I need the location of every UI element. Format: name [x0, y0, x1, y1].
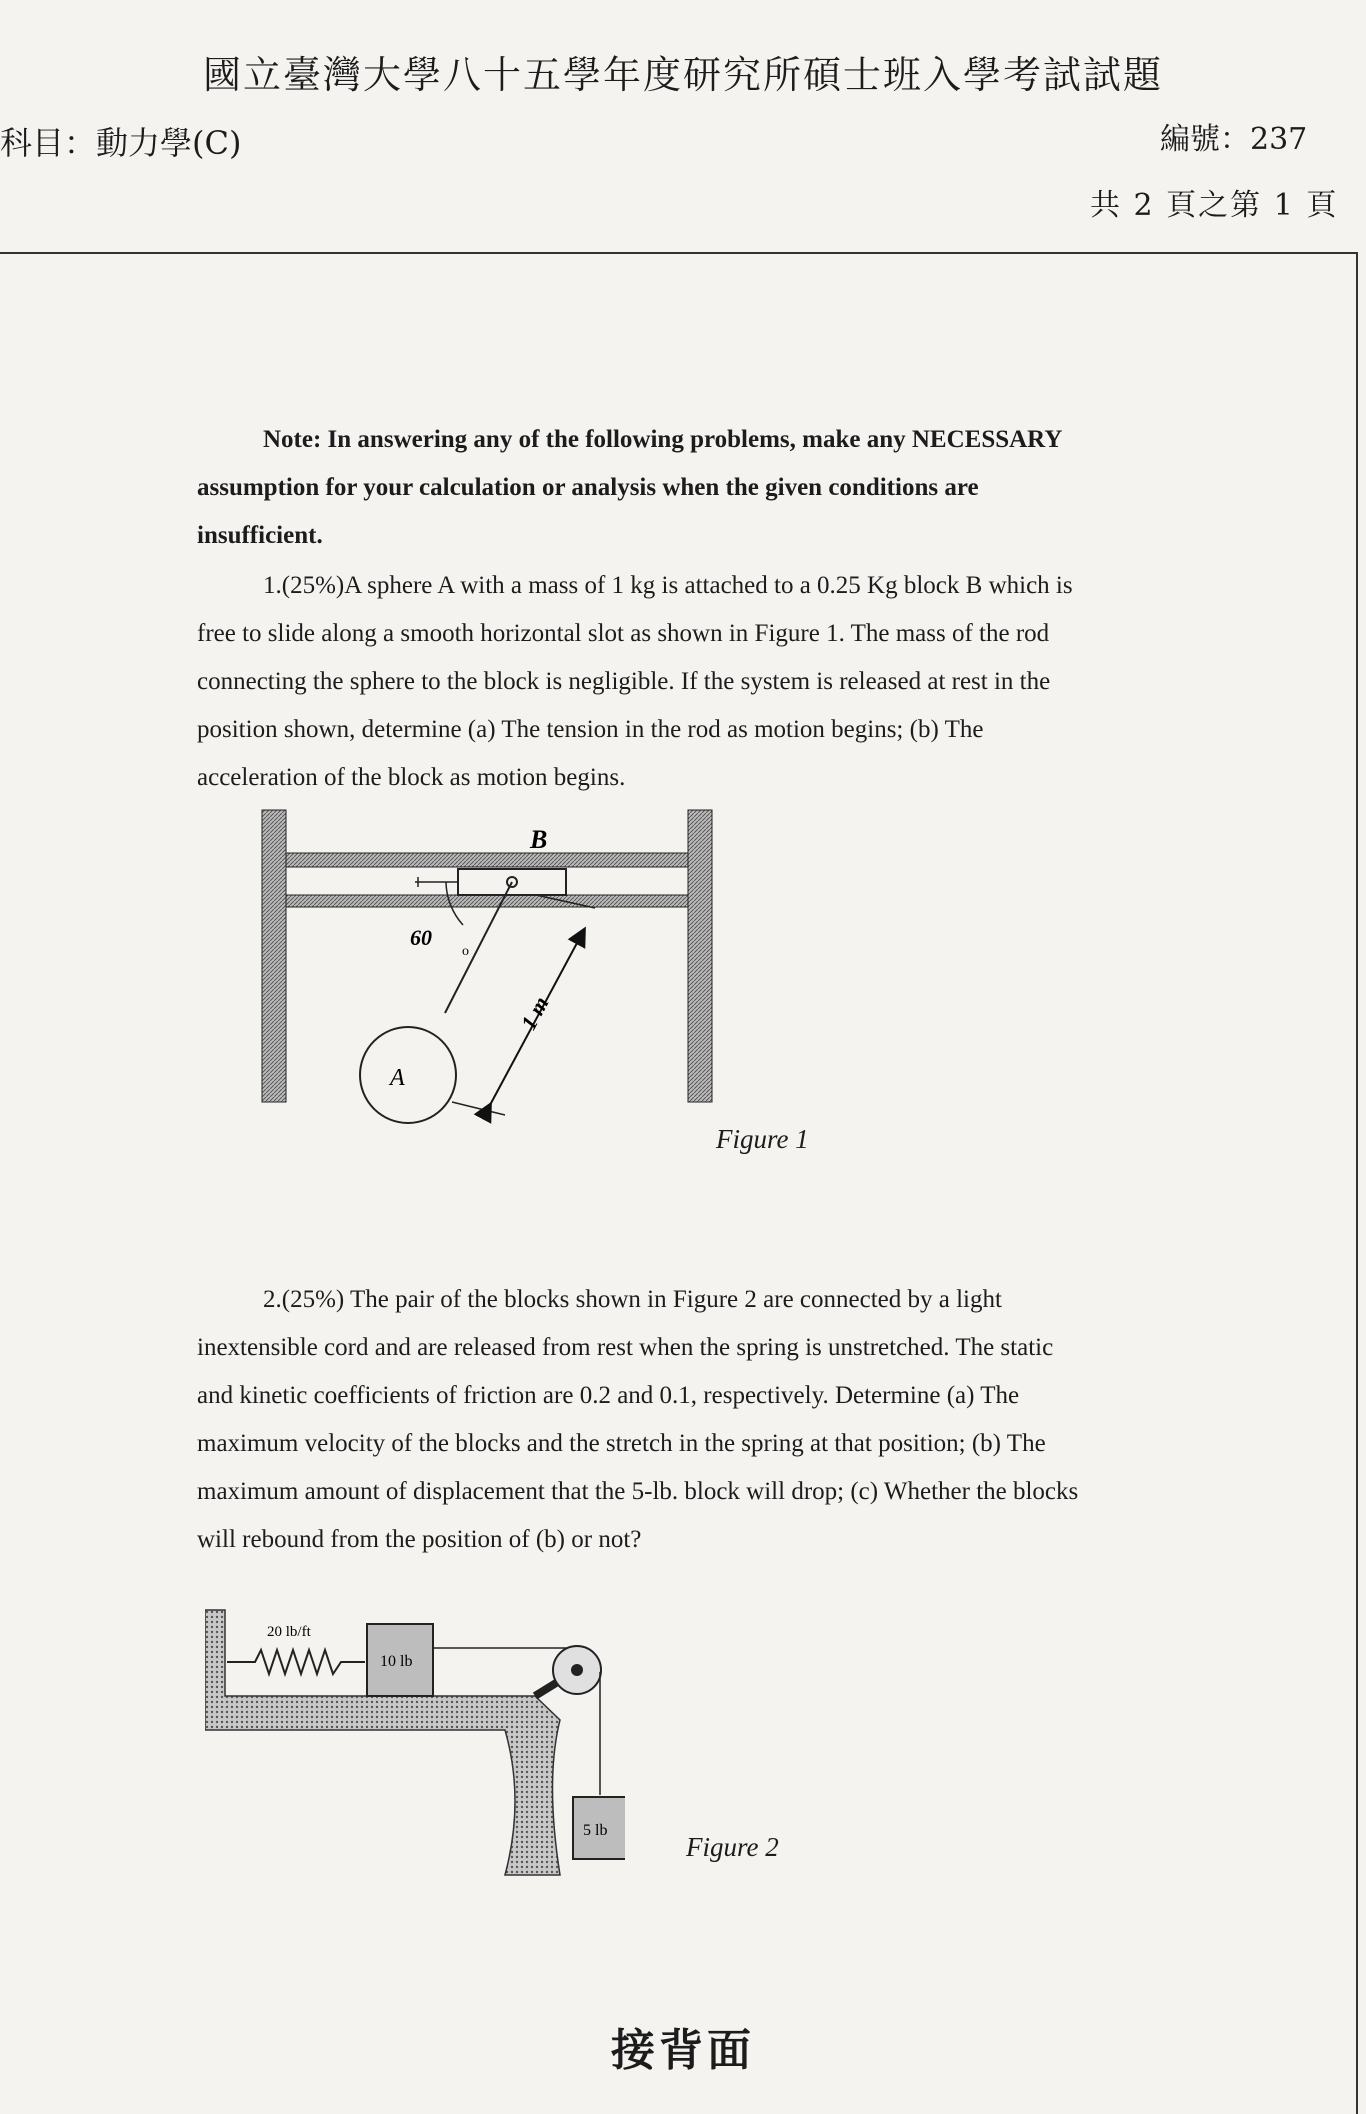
question-line: 1.(25%)A sphere A with a mass of 1 kg is attached to a 0.25 Kg block B which is: [263, 572, 1073, 599]
question-line: acceleration of the block as motion begins.: [197, 764, 626, 791]
angle-label: 60: [410, 925, 432, 950]
exam-title: 國立臺灣大學八十五學年度研究所碩士班入學考試試題: [202, 53, 1163, 97]
length-label: 1 m: [515, 992, 554, 1034]
note-line: Note: In answering any of the following problems, make any NECESSARY: [263, 426, 1063, 453]
question-line: position shown, determine (a) The tension in the rod as motion begins; (b) The: [197, 716, 984, 743]
right-wall: [688, 810, 712, 1102]
block-10lb-label: 10 lb: [380, 1653, 413, 1670]
question-line: connecting the sphere to the block is negligible. If the system is released at rest in the: [197, 668, 1051, 695]
lower-rail: [286, 895, 688, 907]
question-line: and kinetic coefficients of friction are 0.2 and 0.1, respectively. Determine (a) The: [197, 1382, 1020, 1409]
figure-2-diagram: [205, 1600, 625, 1880]
spring: [227, 1650, 365, 1674]
question-line: will rebound from the position of (b) or not?: [197, 1526, 642, 1553]
figure-1-caption: Figure 1: [716, 1124, 809, 1154]
left-wall: [262, 810, 286, 1102]
spring-label: 20 lb/ft: [267, 1624, 311, 1640]
question-2: [197, 1276, 1157, 1564]
sphere-label: A: [390, 1065, 405, 1091]
continue-on-back: 接背面: [611, 2025, 755, 2076]
block-5lb-label: 5 lb: [583, 1822, 608, 1839]
note-line: assumption for your calculation or analysis when the given conditions are: [197, 474, 979, 501]
sphere-a: [360, 1027, 456, 1123]
question-line: maximum amount of displacement that the 5-lb. block will drop; (c) Whether the blocks: [197, 1478, 1079, 1505]
question-line: inextensible cord and are released from rest when the spring is unstretched. The static: [197, 1334, 1054, 1361]
block-label: B: [530, 825, 548, 854]
question-line: maximum velocity of the blocks and the stretch in the spring at that position; (b) The: [197, 1430, 1046, 1457]
question-1: [197, 562, 1157, 802]
question-line: 2.(25%) The pair of the blocks shown in Figure 2 are connected by a light: [263, 1286, 1002, 1313]
note-paragraph: [197, 416, 1157, 560]
figure-1-diagram: [250, 805, 740, 1125]
exam-code: 編號：237: [1160, 122, 1308, 157]
subject-label: 科目：動力學(C): [0, 124, 242, 162]
note-line: insufficient.: [197, 522, 323, 549]
figure-2-caption: Figure 2: [686, 1832, 779, 1862]
upper-rail: [286, 853, 688, 867]
svg-text:o: o: [462, 944, 469, 959]
question-line: free to slide along a smooth horizontal slot as shown in Figure 1. The mass of the rod: [197, 620, 1050, 647]
page-count: 共 2 頁之第 1 頁: [1090, 188, 1339, 223]
